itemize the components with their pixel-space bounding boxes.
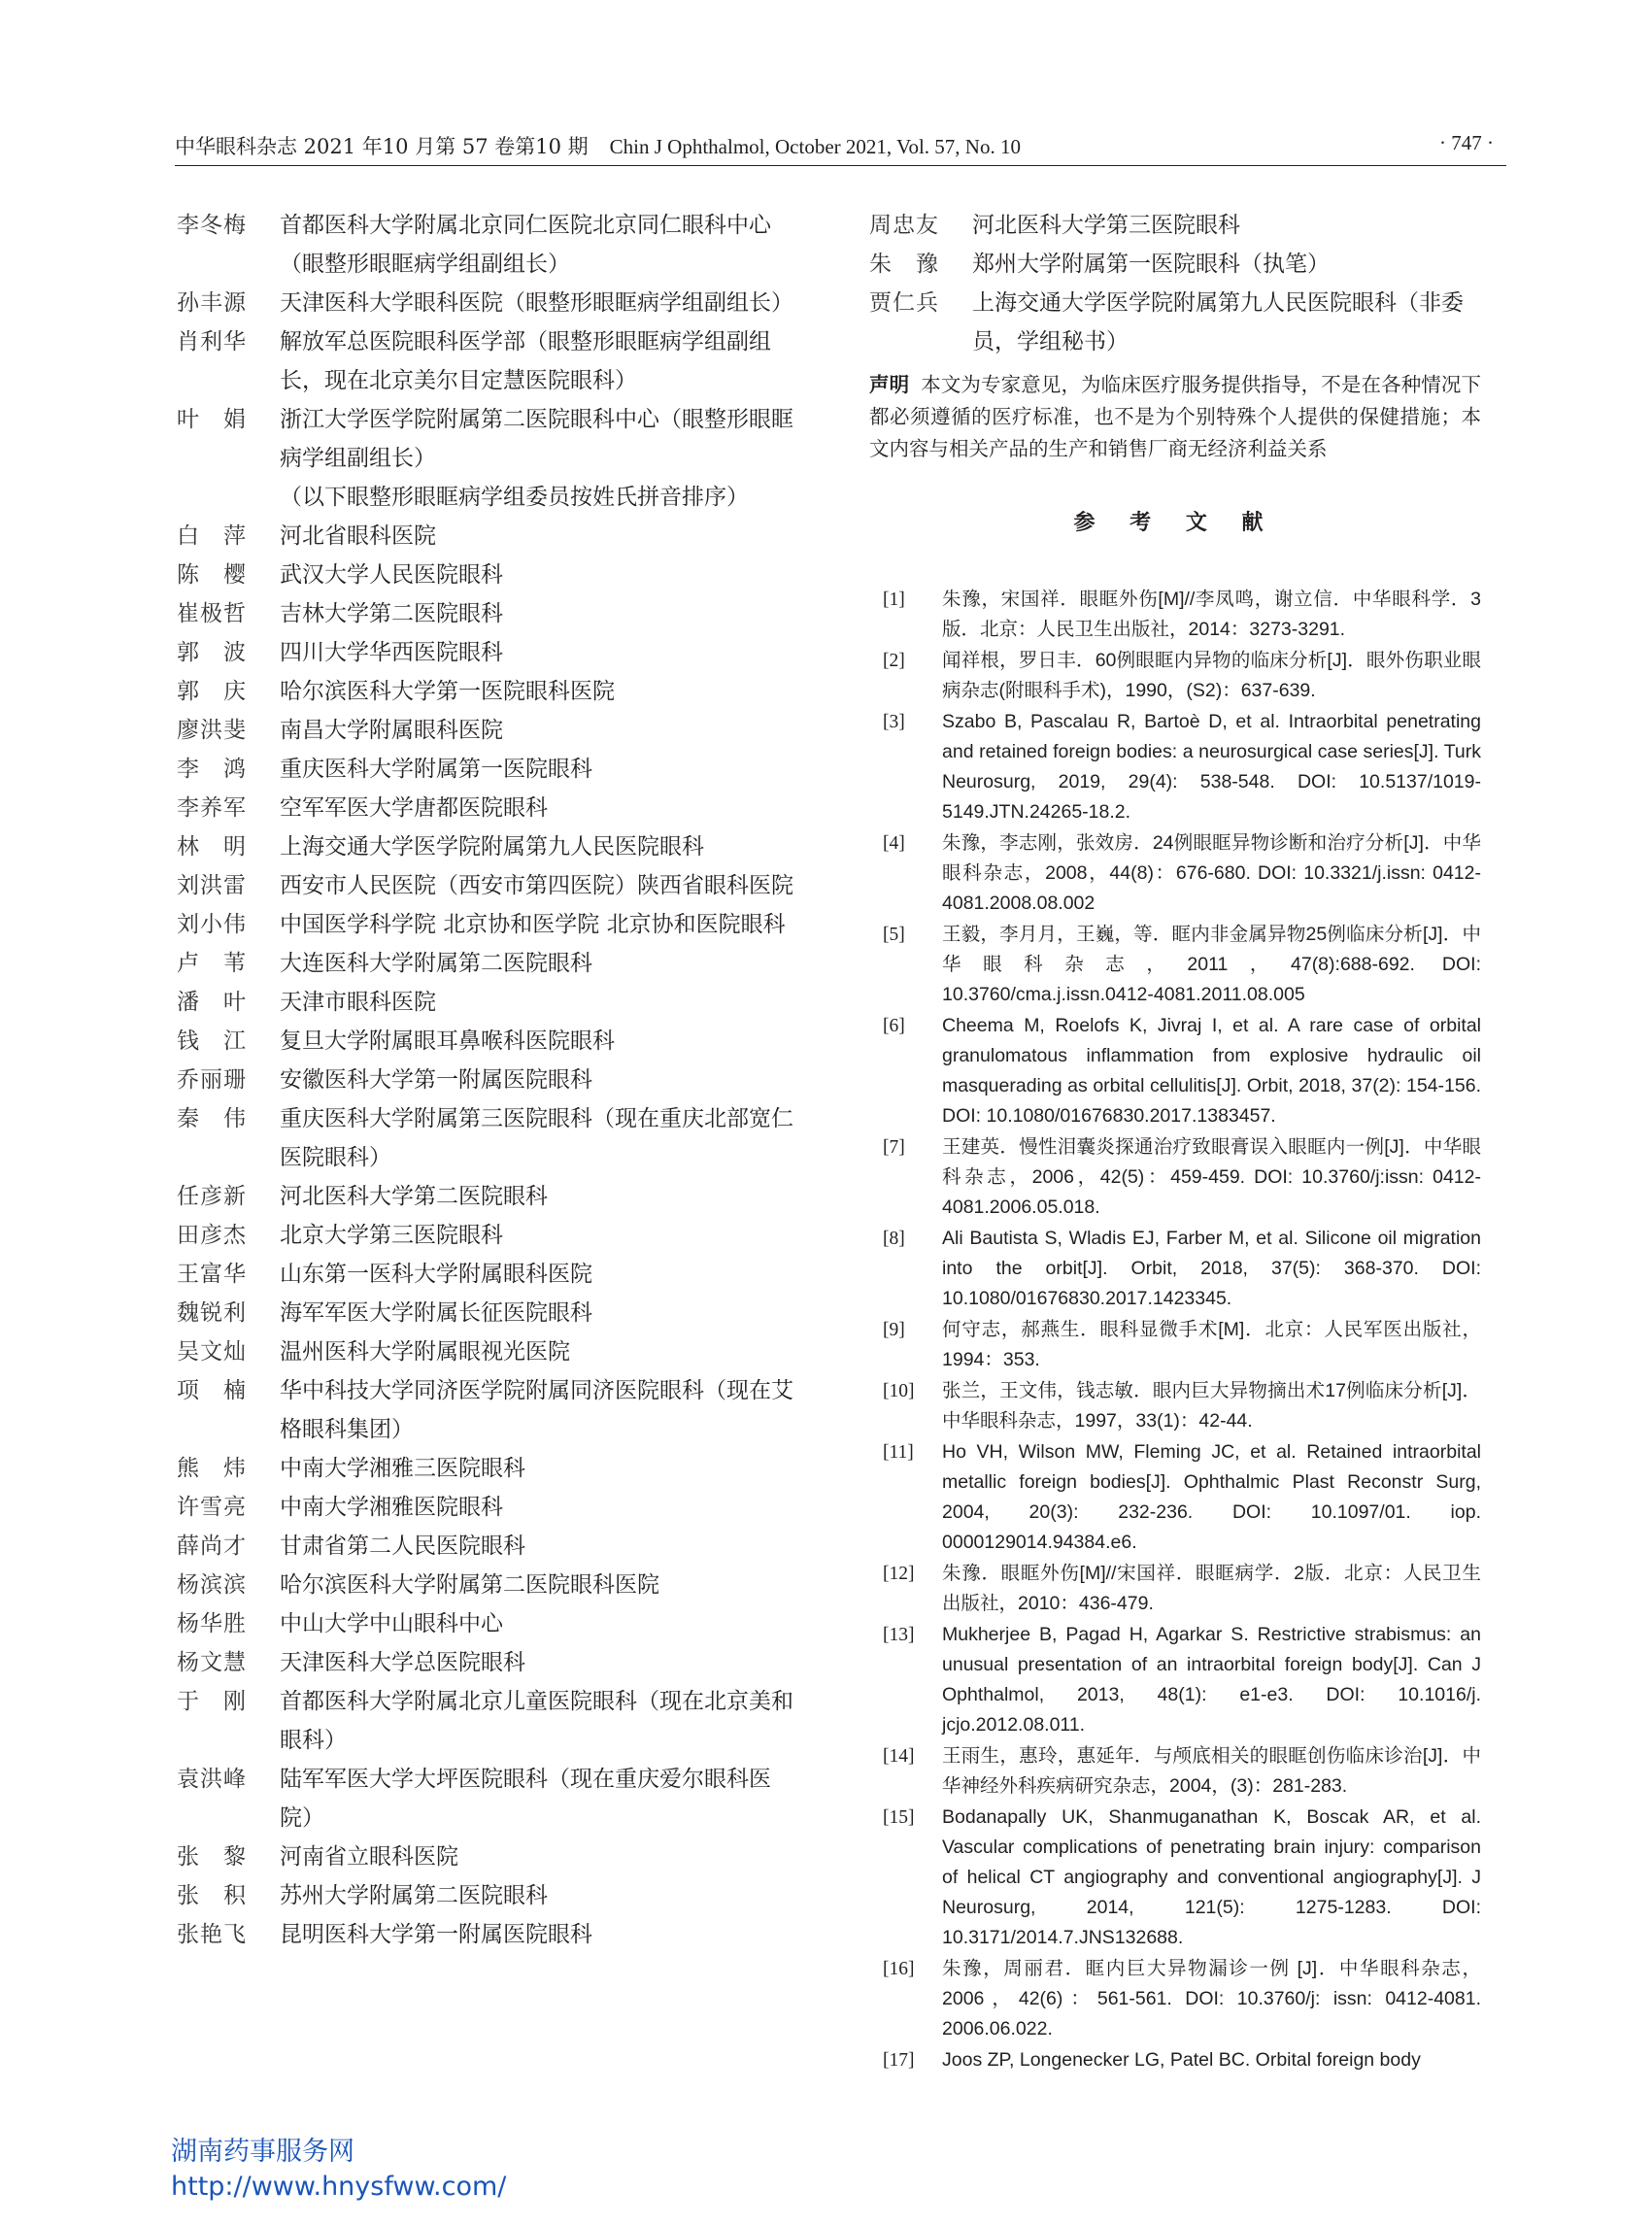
member-list [177,517,798,1954]
member-entry [177,827,798,866]
member-entry [177,1876,798,1915]
reference-item [869,1376,1481,1436]
watermark[interactable] [171,2135,506,2205]
reference-number: [10] [883,1381,915,1401]
member-name: 卢 苇 [177,951,247,976]
member-affiliation: 大连医科大学附属第二医院眼科 [280,951,592,976]
reference-number: [5] [883,925,905,945]
member-affiliation: 四川大学华西医院眼科 [280,640,503,665]
member-affiliation: 天津医科大学总医院眼科 [280,1650,525,1675]
member-name: 杨文慧 [177,1650,247,1675]
member-name: 张 黎 [177,1844,247,1870]
order-note: （以下眼整形眼眶病学组委员按姓氏拼音排序） [280,485,749,510]
reference-number: [3] [883,712,905,732]
member-name: 林 明 [177,834,247,860]
member-affiliation: 山东第一医科大学附属眼科医院 [280,1262,592,1287]
reference-list [869,585,1481,2075]
reference-number: [6] [883,1016,905,1036]
member-name: 陈 樱 [177,562,247,588]
member-entry [177,1760,798,1837]
reference-item [869,1954,1481,2044]
disclaimer-text: 本文为专家意见，为临床医疗服务提供指导，不是在各种情况下都必须遵循的医疗标准，也不是为个别特殊个人提供的保健措施；本文内容与相关产品的生产和销售厂商无经济利益关系 [869,373,1482,460]
member-affiliation: 首都医科大学附属北京儿童医院眼科（现在北京美和眼科） [280,1689,793,1753]
member-affiliation: 上海交通大学医学院附属第九人民医院眼科 [280,834,704,860]
member-affiliation: 天津医科大学眼科医院（眼整形眼眶病学组副组长） [280,290,793,316]
member-affiliation: 重庆医科大学附属第三医院眼科（现在重庆北部宽仁医院眼科） [280,1106,793,1170]
member-affiliation: 安徽医科大学第一附属医院眼科 [280,1067,592,1093]
member-name: 杨华胜 [177,1611,247,1636]
member-affiliation: 解放军总医院眼科医学部（眼整形眼眶病学组副组长，现在北京美尔目定慧医院眼科） [280,329,771,393]
reference-text: Ho VH, Wilson MW, Fleming JC, et al. Retained intraorbital metallic foreign bodies[J]. Ophthalmic Plast Reconstr Surg, 2004, 20(3): 232-236. DOI: 10.1097/01. iop. 0000129014.94384.e6. [942,1441,1481,1553]
member-entry [177,517,798,556]
member-name: 许雪亮 [177,1495,247,1520]
reference-item [869,920,1481,1010]
member-affiliation: 浙江大学医学院附属第二医院眼科中心（眼整形眼眶病学组副组长） [280,407,793,471]
reference-text: Cheema M, Roelofs K, Jivraj I, et al. A rare case of orbital granulomatous inflammation from explosive hydraulic oil masquerading as orbital cellulitis[J]. Orbit, 2018, 37(2): 154-156. DOI: 10.1080/01676830.2017.1383457. [942,1015,1481,1127]
reference-item [869,1132,1481,1223]
member-entry [869,245,1481,284]
references-heading: 参 考 文 献 [1073,510,1277,535]
reference-text: Joos ZP, Longenecker LG, Patel BC. Orbital foreign body [942,2049,1421,2071]
member-entry [177,1488,798,1527]
disclaimer-label: 声明 [869,373,910,396]
member-entry [177,1061,798,1099]
member-name: 袁洪峰 [177,1767,247,1792]
reference-number: [9] [883,1320,905,1340]
member-entry [177,1371,798,1449]
member-entry [177,1177,798,1216]
member-affiliation: 重庆医科大学附属第一医院眼科 [280,757,592,782]
reference-item [869,1437,1481,1558]
member-affiliation: 中山大学中山眼科中心 [280,1611,503,1636]
member-affiliation: 陆军军医大学大坪医院眼科（现在重庆爱尔眼科医院） [280,1767,771,1831]
reference-number: [14] [883,1746,915,1767]
member-affiliation: 温州医科大学附属眼视光医院 [280,1339,570,1365]
member-entry [177,672,798,711]
member-entry [177,322,798,400]
member-entry [177,944,798,983]
member-affiliation: 哈尔滨医科大学附属第二医院眼科医院 [280,1572,659,1598]
reference-text: 张兰，王文伟，钱志敏．眼内巨大异物摘出术17例临床分析[J]．中华眼科杂志，1997，33(1)：42-44. [942,1380,1481,1432]
member-name: 张 积 [177,1883,247,1908]
member-name: 李 鸿 [177,757,247,782]
member-name: 朱 豫 [869,252,939,277]
member-affiliation: 河南省立眼科医院 [280,1844,458,1870]
reference-text: Ali Bautista S, Wladis EJ, Farber M, et al. Silicone oil migration into the orbit[J]. Orbit, 2018, 37(5): 368-370. DOI: 10.1080/01676830.2017.1423345. [942,1228,1481,1309]
reference-text: 王建英．慢性泪囊炎探通治疗致眼膏误入眼眶内一例[J]．中华眼科杂志，2006，42(5)：459-459. DOI: 10.3760/j:issn: 0412-4081.2006.05.018. [942,1136,1481,1218]
reference-item [869,2045,1481,2075]
member-name: 周忠友 [869,213,939,238]
member-entry [177,1915,798,1954]
member-affiliation: 郑州大学附属第一医院眼科（执笔） [972,252,1330,277]
member-affiliation: 复旦大学附属眼耳鼻喉科医院眼科 [280,1028,615,1054]
running-header [175,131,1021,160]
member-affiliation: 河北医科大学第三医院眼科 [972,213,1240,238]
member-affiliation: 华中科技大学同济医学院附属同济医院眼科（现在艾格眼科集团） [280,1378,793,1442]
reference-number: [1] [883,590,905,610]
member-name: 郭 波 [177,640,247,665]
reference-text: Mukherjee B, Pagad H, Agarkar S. Restrictive strabismus: an unusual presentation of an intraorbital foreign body[J]. Can J Ophthalmol, 2013, 48(1): e1-e3. DOI: 10.1016/j. jcjo.2012.08.011. [942,1624,1481,1736]
member-entry [177,400,798,478]
watermark-site-name: 湖南药事服务网 [171,2137,354,2167]
member-affiliation: 首都医科大学附属北京同仁医院北京同仁眼科中心（眼整形眼眶病学组副组长） [280,213,771,277]
reference-text: 何守志，郝燕生．眼科显微手术[M]．北京：人民军医出版社，1994：353. [942,1319,1481,1370]
reference-item [869,1803,1481,1953]
member-name: 刘洪雷 [177,873,247,898]
member-name: 杨滨滨 [177,1572,247,1598]
journal-title-cn: 中华眼科杂志 2021 年10 月第 57 卷第10 期 [175,135,589,158]
member-name: 贾仁兵 [869,290,939,316]
member-name: 孙丰源 [177,290,247,316]
member-name: 乔丽珊 [177,1067,247,1093]
member-entry [177,1294,798,1332]
page-number: · 747 · [1439,131,1494,154]
reference-number: [12] [883,1564,915,1584]
member-affiliation: 北京大学第三医院眼科 [280,1223,503,1248]
member-entry [177,750,798,789]
member-entry [177,1566,798,1604]
member-name: 于 刚 [177,1689,247,1714]
reference-item [869,1224,1481,1314]
member-affiliation: 天津市眼科医院 [280,990,436,1015]
member-entry [177,1332,798,1371]
reference-number: [7] [883,1137,905,1158]
member-name: 肖利华 [177,329,247,354]
member-affiliation: 中国医学科学院 北京协和医学院 北京协和医院眼科 [280,912,786,937]
member-name: 刘小伟 [177,912,247,937]
member-entry [177,866,798,905]
reference-number: [11] [883,1442,914,1463]
member-name: 秦 伟 [177,1106,247,1131]
member-name: 吴文灿 [177,1339,247,1365]
member-entry [869,206,1481,245]
member-name: 项 楠 [177,1378,247,1403]
reference-item [869,828,1481,919]
member-entry [177,789,798,827]
member-name: 潘 叶 [177,990,247,1015]
member-affiliation: 西安市人民医院（西安市第四医院）陕西省眼科医院 [280,873,793,898]
right-column [869,206,1481,2076]
watermark-url[interactable]: http://www.hnysfww.com/ [171,2172,507,2202]
reference-item [869,707,1481,827]
member-affiliation: 上海交通大学医学院附属第九人民医院眼科（非委员，学组秘书） [972,290,1464,354]
reference-number: [2] [883,651,905,671]
reference-item [869,1741,1481,1802]
reference-item [869,585,1481,645]
member-affiliation: 空军军医大学唐都医院眼科 [280,795,548,821]
member-entry [177,284,798,322]
journal-title-en: Chin J Ophthalmol, October 2021, Vol. 57, No. 10 [609,135,1021,158]
member-name: 张艳飞 [177,1922,247,1947]
reference-text: 王毅，李月月，王巍，等．眶内非金属异物25例临床分析[J]．中华眼科杂志，2011，47(8):688-692. DOI: 10.3760/cma.j.issn.0412-4081.2011.08.005 [942,924,1481,1005]
member-affiliation: 中南大学湘雅医院眼科 [280,1495,503,1520]
member-entry [177,556,798,594]
member-entry [177,1837,798,1876]
member-name: 廖洪斐 [177,718,247,743]
reference-number: [13] [883,1625,915,1645]
member-entry [177,1527,798,1566]
reference-item [869,1559,1481,1619]
member-affiliation: 哈尔滨医科大学第一医院眼科医院 [280,679,615,704]
reference-text: 王雨生，惠玲，惠延年．与颅底相关的眼眶创伤临床诊治[J]．中华神经外科疾病研究杂志，2004，(3)：281-283. [942,1745,1481,1797]
member-entry [177,1099,798,1177]
reference-item [869,1011,1481,1131]
reference-text: 闻祥根，罗日丰．60例眼眶内异物的临床分析[J]．眼外伤职业眼病杂志(附眼科手术)，1990，(S2)：637-639. [942,650,1481,701]
member-name: 李冬梅 [177,213,247,238]
member-affiliation: 中南大学湘雅三医院眼科 [280,1456,525,1481]
member-entry [177,1255,798,1294]
header-rule [175,165,1506,166]
reference-text: 朱豫，宋国祥．眼眶外伤[M]//李凤鸣，谢立信．中华眼科学．3版．北京：人民卫生出版社，2014：3273-3291. [942,589,1481,640]
member-name: 白 萍 [177,523,247,549]
member-name: 熊 炜 [177,1456,247,1481]
reference-text: Bodanapally UK, Shanmuganathan K, Boscak AR, et al. Vascular complications of penetrating brain injury: comparison of helical CT angiography and conventional angiography[J]. J Neurosurg, 2014, 121(5): 1275-1283. DOI: 10.3171/2014.7.JNS132688. [942,1806,1481,1948]
reference-text: 朱豫．眼眶外伤[M]//宋国祥．眼眶病学．2版．北京：人民卫生出版社，2010：436-479. [942,1563,1481,1614]
member-entry [177,206,798,284]
member-entry [177,1682,798,1760]
member-entry [177,633,798,672]
member-entry [177,711,798,750]
member-name: 魏锐利 [177,1300,247,1326]
reference-text: Szabo B, Pascalau R, Bartoè D, et al. Intraorbital penetrating and retained foreign bodies: a neurosurgical case series[J]. Turk Neurosurg, 2019, 29(4): 538-548. DOI: 10.5137/1019-5149.JTN.24265-18.2. [942,711,1481,823]
group-leaders [177,206,798,478]
member-entry [177,983,798,1022]
reference-item [869,1620,1481,1740]
member-entry [177,905,798,944]
member-affiliation: 河北医科大学第二医院眼科 [280,1184,548,1209]
member-affiliation: 河北省眼科医院 [280,523,436,549]
member-entry [177,1604,798,1643]
reference-text: 朱豫，周丽君．眶内巨大异物漏诊一例 [J]．中华眼科杂志，2006，42(6)：561-561. DOI: 10.3760/j: issn: 0412-4081. 2006.06.022. [942,1958,1481,2040]
member-entry [177,1449,798,1488]
reference-item [869,646,1481,706]
member-name: 李养军 [177,795,247,821]
member-name: 王富华 [177,1262,247,1287]
reference-item [869,1315,1481,1375]
member-entry [177,1643,798,1682]
reference-text: 朱豫，李志刚，张效房．24例眼眶异物诊断和治疗分析[J]．中华眼科杂志，2008，44(8)：676-680. DOI: 10.3321/j.issn: 0412-4081.2008.08.002 [942,832,1481,914]
reference-number: [15] [883,1807,915,1828]
member-entry [177,594,798,633]
member-affiliation: 南昌大学附属眼科医院 [280,718,503,743]
member-name: 薛尚才 [177,1534,247,1559]
member-list-continued [869,206,1481,361]
left-column [177,206,798,1954]
reference-number: [16] [883,1959,915,1979]
member-affiliation: 苏州大学附属第二医院眼科 [280,1883,548,1908]
member-name: 田彦杰 [177,1223,247,1248]
disclaimer [869,369,1481,465]
reference-number: [8] [883,1229,905,1249]
member-entry [177,1216,798,1255]
member-name: 郭 庆 [177,679,247,704]
member-entry [869,284,1481,361]
member-name: 任彦新 [177,1184,247,1209]
member-entry [177,1022,798,1061]
member-affiliation: 海军军医大学附属长征医院眼科 [280,1300,592,1326]
member-name: 钱 江 [177,1028,247,1054]
member-name: 叶 娟 [177,407,247,432]
member-name: 崔极哲 [177,601,247,626]
member-affiliation: 吉林大学第二医院眼科 [280,601,503,626]
reference-number: [17] [883,2050,915,2071]
member-affiliation: 昆明医科大学第一附属医院眼科 [280,1922,592,1947]
member-affiliation: 武汉大学人民医院眼科 [280,562,503,588]
reference-number: [4] [883,833,905,854]
member-affiliation: 甘肃省第二人民医院眼科 [280,1534,525,1559]
